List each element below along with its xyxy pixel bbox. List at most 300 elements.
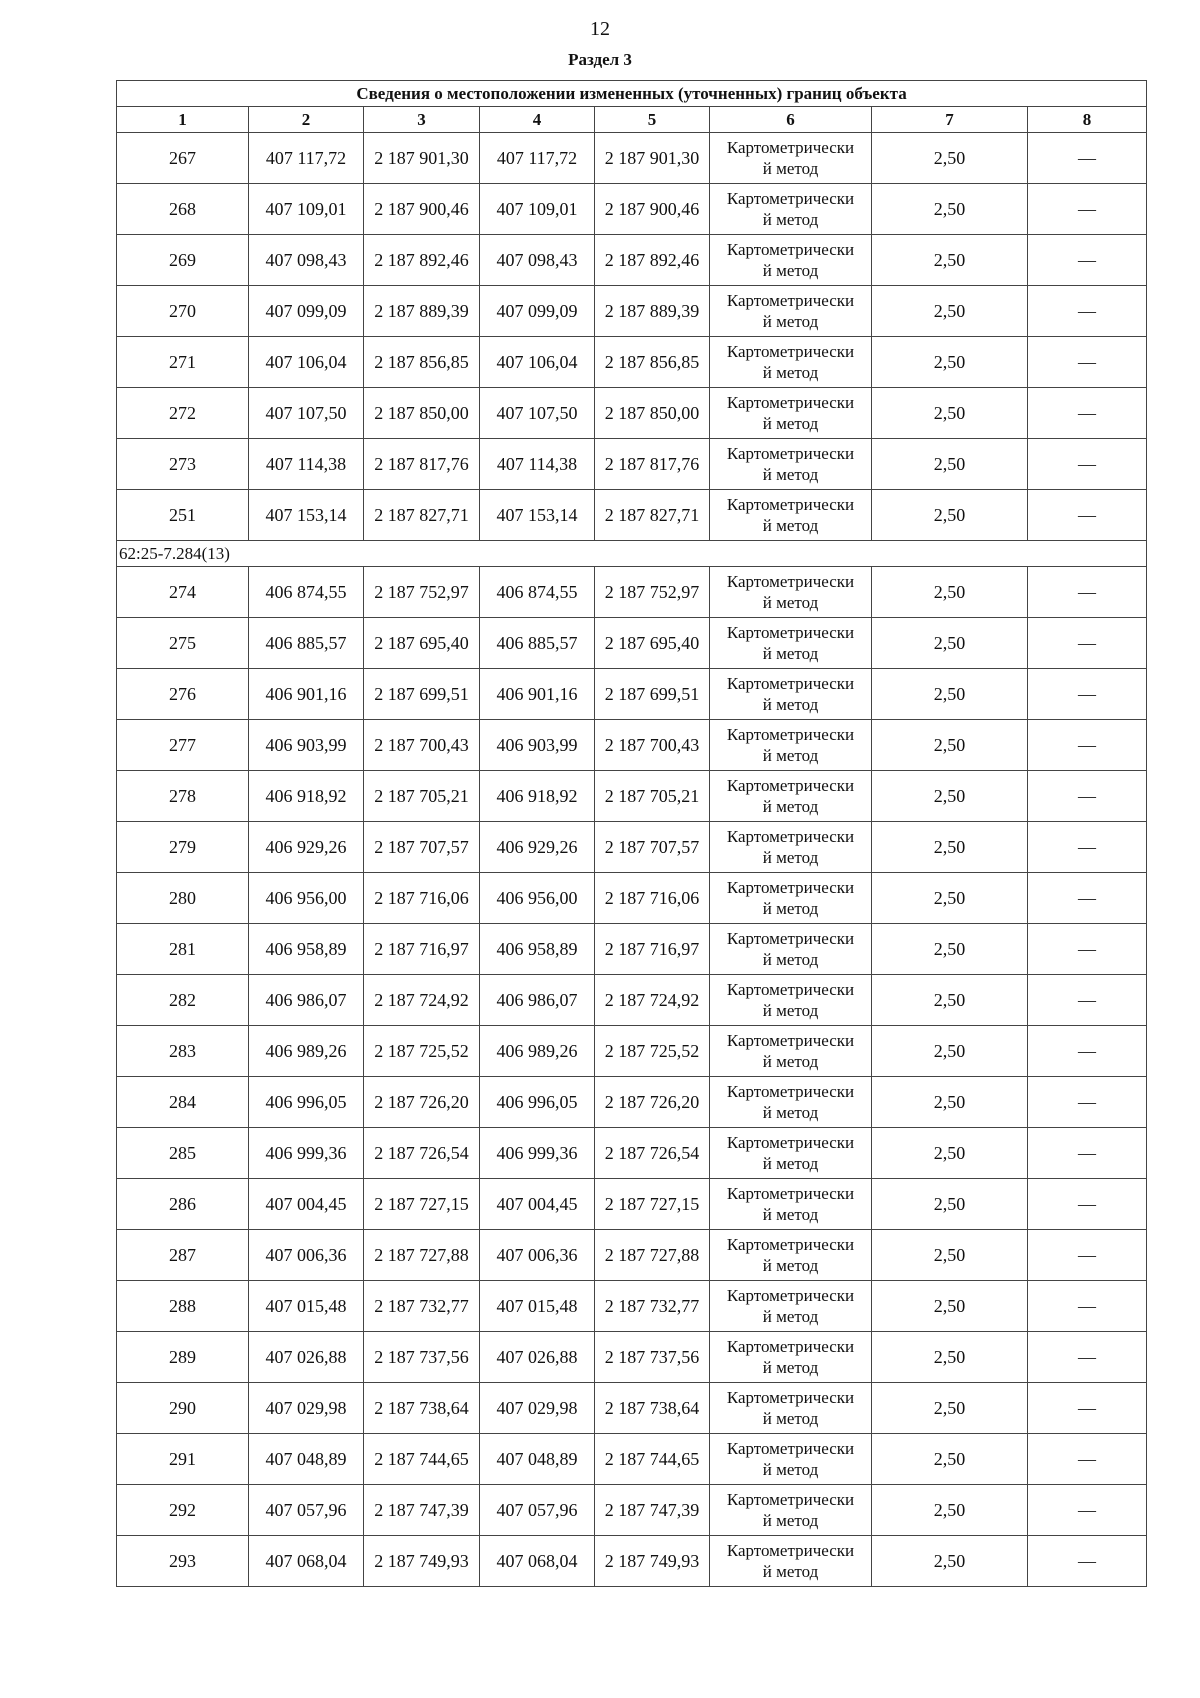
method-line-1: Картометрически [726, 1235, 855, 1254]
y-existing: 2 187 817,76 [364, 439, 480, 490]
point-number: 292 [117, 1485, 249, 1536]
description: — [1028, 439, 1147, 490]
accuracy: 2,50 [872, 720, 1028, 771]
method-line-1: Картометрически [726, 189, 855, 208]
method-cell [710, 286, 872, 337]
table-row [117, 286, 1147, 337]
x-new: 407 106,04 [480, 337, 595, 388]
point-number: 275 [117, 618, 249, 669]
point-number: 278 [117, 771, 249, 822]
description: — [1028, 873, 1147, 924]
description: — [1028, 924, 1147, 975]
x-new: 406 885,57 [480, 618, 595, 669]
boundary-coordinates-table [116, 80, 1147, 1587]
x-existing: 407 107,50 [249, 388, 364, 439]
method-line-2: й метод [762, 210, 819, 229]
column-number-1: 1 [117, 107, 249, 133]
accuracy: 2,50 [872, 337, 1028, 388]
table-row [117, 337, 1147, 388]
x-new: 406 996,05 [480, 1077, 595, 1128]
x-new: 406 929,26 [480, 822, 595, 873]
method-cell [710, 235, 872, 286]
description: — [1028, 669, 1147, 720]
accuracy: 2,50 [872, 1179, 1028, 1230]
y-existing: 2 187 827,71 [364, 490, 480, 541]
method-line-1: Картометрически [726, 1439, 855, 1458]
description: — [1028, 337, 1147, 388]
method-line-2: й метод [762, 414, 819, 433]
column-number-4: 4 [480, 107, 595, 133]
x-new: 407 026,88 [480, 1332, 595, 1383]
method-line-1: Картометрически [726, 1133, 855, 1152]
description: — [1028, 1230, 1147, 1281]
method-line-1: Картометрически [726, 393, 855, 412]
point-number: 286 [117, 1179, 249, 1230]
x-existing: 406 929,26 [249, 822, 364, 873]
method-cell [710, 669, 872, 720]
table-row [117, 1077, 1147, 1128]
y-existing: 2 187 901,30 [364, 133, 480, 184]
x-existing: 407 153,14 [249, 490, 364, 541]
point-number: 270 [117, 286, 249, 337]
method-line-1: Картометрически [726, 1490, 855, 1509]
y-existing: 2 187 724,92 [364, 975, 480, 1026]
table-row [117, 1026, 1147, 1077]
x-new: 406 874,55 [480, 567, 595, 618]
y-new: 2 187 716,06 [595, 873, 710, 924]
table-row [117, 1128, 1147, 1179]
x-existing: 407 004,45 [249, 1179, 364, 1230]
parcel-number-label: 62:25-7.284(13) [117, 541, 1147, 567]
y-new: 2 187 732,77 [595, 1281, 710, 1332]
y-new: 2 187 705,21 [595, 771, 710, 822]
method-line-2: й метод [762, 848, 819, 867]
point-number: 287 [117, 1230, 249, 1281]
table-row [117, 720, 1147, 771]
y-existing: 2 187 889,39 [364, 286, 480, 337]
y-new: 2 187 725,52 [595, 1026, 710, 1077]
table-row [117, 133, 1147, 184]
point-number: 290 [117, 1383, 249, 1434]
table-caption-row [117, 81, 1147, 107]
method-line-1: Картометрически [726, 342, 855, 361]
x-new: 406 999,36 [480, 1128, 595, 1179]
accuracy: 2,50 [872, 873, 1028, 924]
method-cell [710, 337, 872, 388]
x-new: 406 903,99 [480, 720, 595, 771]
accuracy: 2,50 [872, 388, 1028, 439]
method-cell [710, 439, 872, 490]
x-new: 407 098,43 [480, 235, 595, 286]
y-existing: 2 187 900,46 [364, 184, 480, 235]
x-new: 407 114,38 [480, 439, 595, 490]
method-cell [710, 1179, 872, 1230]
x-new: 406 986,07 [480, 975, 595, 1026]
method-cell [710, 975, 872, 1026]
table-row [117, 235, 1147, 286]
method-line-2: й метод [762, 1511, 819, 1530]
method-line-1: Картометрически [726, 1337, 855, 1356]
column-number-2: 2 [249, 107, 364, 133]
method-line-2: й метод [762, 797, 819, 816]
x-existing: 406 918,92 [249, 771, 364, 822]
column-number-6: 6 [710, 107, 872, 133]
method-cell [710, 1332, 872, 1383]
y-new: 2 187 752,97 [595, 567, 710, 618]
method-line-2: й метод [762, 1256, 819, 1275]
method-line-2: й метод [762, 593, 819, 612]
x-new: 407 006,36 [480, 1230, 595, 1281]
table-row [117, 1485, 1147, 1536]
x-existing: 407 048,89 [249, 1434, 364, 1485]
method-line-1: Картометрически [726, 495, 855, 514]
table-row [117, 567, 1147, 618]
accuracy: 2,50 [872, 924, 1028, 975]
description: — [1028, 235, 1147, 286]
x-existing: 407 006,36 [249, 1230, 364, 1281]
table-row [117, 388, 1147, 439]
point-number: 280 [117, 873, 249, 924]
method-line-2: й метод [762, 465, 819, 484]
accuracy: 2,50 [872, 1077, 1028, 1128]
description: — [1028, 618, 1147, 669]
table-row [117, 618, 1147, 669]
y-existing: 2 187 737,56 [364, 1332, 480, 1383]
table-row [117, 1281, 1147, 1332]
point-number: 268 [117, 184, 249, 235]
description: — [1028, 1434, 1147, 1485]
accuracy: 2,50 [872, 822, 1028, 873]
x-new: 406 956,00 [480, 873, 595, 924]
accuracy: 2,50 [872, 184, 1028, 235]
y-existing: 2 187 699,51 [364, 669, 480, 720]
parcel-group-row [117, 541, 1147, 567]
accuracy: 2,50 [872, 1128, 1028, 1179]
point-number: 293 [117, 1536, 249, 1587]
description: — [1028, 975, 1147, 1026]
method-cell [710, 133, 872, 184]
x-new: 406 901,16 [480, 669, 595, 720]
x-existing: 406 958,89 [249, 924, 364, 975]
y-existing: 2 187 749,93 [364, 1536, 480, 1587]
y-new: 2 187 827,71 [595, 490, 710, 541]
table-row [117, 1332, 1147, 1383]
method-cell [710, 1026, 872, 1077]
method-line-1: Картометрически [726, 980, 855, 999]
accuracy: 2,50 [872, 1332, 1028, 1383]
y-existing: 2 187 726,54 [364, 1128, 480, 1179]
method-line-1: Картометрически [726, 572, 855, 591]
table-row [117, 771, 1147, 822]
y-existing: 2 187 725,52 [364, 1026, 480, 1077]
method-line-2: й метод [762, 1103, 819, 1122]
point-number: 272 [117, 388, 249, 439]
method-cell [710, 388, 872, 439]
x-existing: 407 068,04 [249, 1536, 364, 1587]
y-new: 2 187 901,30 [595, 133, 710, 184]
point-number: 281 [117, 924, 249, 975]
y-new: 2 187 727,15 [595, 1179, 710, 1230]
section-title: Раздел 3 [568, 50, 632, 69]
y-new: 2 187 727,88 [595, 1230, 710, 1281]
point-number: 291 [117, 1434, 249, 1485]
y-existing: 2 187 727,15 [364, 1179, 480, 1230]
x-existing: 406 885,57 [249, 618, 364, 669]
y-new: 2 187 744,65 [595, 1434, 710, 1485]
method-line-1: Картометрически [726, 1388, 855, 1407]
x-existing: 407 057,96 [249, 1485, 364, 1536]
column-number-8: 8 [1028, 107, 1147, 133]
y-existing: 2 187 707,57 [364, 822, 480, 873]
description: — [1028, 771, 1147, 822]
table-row [117, 873, 1147, 924]
column-numbers-row [117, 107, 1147, 133]
accuracy: 2,50 [872, 975, 1028, 1026]
accuracy: 2,50 [872, 286, 1028, 337]
point-number: 274 [117, 567, 249, 618]
y-new: 2 187 749,93 [595, 1536, 710, 1587]
accuracy: 2,50 [872, 439, 1028, 490]
accuracy: 2,50 [872, 490, 1028, 541]
y-new: 2 187 889,39 [595, 286, 710, 337]
x-new: 407 068,04 [480, 1536, 595, 1587]
y-new: 2 187 716,97 [595, 924, 710, 975]
method-cell [710, 184, 872, 235]
x-new: 406 958,89 [480, 924, 595, 975]
y-existing: 2 187 744,65 [364, 1434, 480, 1485]
accuracy: 2,50 [872, 1026, 1028, 1077]
y-new: 2 187 726,54 [595, 1128, 710, 1179]
method-cell [710, 1536, 872, 1587]
method-line-1: Картометрически [726, 827, 855, 846]
description: — [1028, 1536, 1147, 1587]
description: — [1028, 1128, 1147, 1179]
method-cell [710, 873, 872, 924]
x-existing: 406 901,16 [249, 669, 364, 720]
y-existing: 2 187 752,97 [364, 567, 480, 618]
y-new: 2 187 695,40 [595, 618, 710, 669]
method-line-1: Картометрически [726, 776, 855, 795]
x-existing: 406 986,07 [249, 975, 364, 1026]
accuracy: 2,50 [872, 567, 1028, 618]
description: — [1028, 720, 1147, 771]
y-new: 2 187 747,39 [595, 1485, 710, 1536]
x-existing: 407 029,98 [249, 1383, 364, 1434]
description: — [1028, 1383, 1147, 1434]
point-number: 284 [117, 1077, 249, 1128]
method-line-2: й метод [762, 1052, 819, 1071]
x-existing: 407 109,01 [249, 184, 364, 235]
description: — [1028, 286, 1147, 337]
table-row [117, 924, 1147, 975]
method-line-1: Картометрически [726, 240, 855, 259]
page-number: 12 [590, 18, 610, 40]
method-cell [710, 1485, 872, 1536]
x-new: 407 004,45 [480, 1179, 595, 1230]
table-row [117, 975, 1147, 1026]
description: — [1028, 184, 1147, 235]
x-existing: 407 015,48 [249, 1281, 364, 1332]
y-new: 2 187 856,85 [595, 337, 710, 388]
x-new: 407 048,89 [480, 1434, 595, 1485]
table-row [117, 490, 1147, 541]
y-existing: 2 187 732,77 [364, 1281, 480, 1332]
y-existing: 2 187 726,20 [364, 1077, 480, 1128]
method-cell [710, 1383, 872, 1434]
y-new: 2 187 699,51 [595, 669, 710, 720]
method-line-2: й метод [762, 1358, 819, 1377]
table-row [117, 822, 1147, 873]
y-existing: 2 187 856,85 [364, 337, 480, 388]
table-row [117, 184, 1147, 235]
method-line-2: й метод [762, 1460, 819, 1479]
description: — [1028, 1077, 1147, 1128]
x-new: 407 029,98 [480, 1383, 595, 1434]
x-existing: 407 117,72 [249, 133, 364, 184]
x-new: 407 109,01 [480, 184, 595, 235]
x-existing: 406 996,05 [249, 1077, 364, 1128]
method-line-2: й метод [762, 1307, 819, 1326]
point-number: 289 [117, 1332, 249, 1383]
x-new: 407 107,50 [480, 388, 595, 439]
x-existing: 406 874,55 [249, 567, 364, 618]
description: — [1028, 567, 1147, 618]
column-number-5: 5 [595, 107, 710, 133]
y-existing: 2 187 716,97 [364, 924, 480, 975]
point-number: 267 [117, 133, 249, 184]
x-existing: 407 099,09 [249, 286, 364, 337]
x-new: 406 989,26 [480, 1026, 595, 1077]
table-caption: Сведения о местоположении измененных (уточненных) границ объекта [117, 81, 1147, 107]
table-row [117, 669, 1147, 720]
point-number: 282 [117, 975, 249, 1026]
point-number: 279 [117, 822, 249, 873]
description: — [1028, 1026, 1147, 1077]
y-existing: 2 187 850,00 [364, 388, 480, 439]
y-existing: 2 187 727,88 [364, 1230, 480, 1281]
method-cell [710, 618, 872, 669]
y-existing: 2 187 700,43 [364, 720, 480, 771]
y-new: 2 187 892,46 [595, 235, 710, 286]
method-line-2: й метод [762, 363, 819, 382]
column-number-7: 7 [872, 107, 1028, 133]
x-existing: 407 106,04 [249, 337, 364, 388]
y-new: 2 187 707,57 [595, 822, 710, 873]
table-body [117, 81, 1147, 1587]
method-line-1: Картометрически [726, 1031, 855, 1050]
method-cell [710, 1434, 872, 1485]
x-new: 407 117,72 [480, 133, 595, 184]
method-line-1: Картометрически [726, 138, 855, 157]
method-line-1: Картометрически [726, 623, 855, 642]
description: — [1028, 1485, 1147, 1536]
method-line-2: й метод [762, 159, 819, 178]
accuracy: 2,50 [872, 1230, 1028, 1281]
y-existing: 2 187 705,21 [364, 771, 480, 822]
table-row [117, 1434, 1147, 1485]
method-line-2: й метод [762, 1154, 819, 1173]
x-existing: 406 956,00 [249, 873, 364, 924]
accuracy: 2,50 [872, 1536, 1028, 1587]
method-line-2: й метод [762, 516, 819, 535]
y-new: 2 187 726,20 [595, 1077, 710, 1128]
method-cell [710, 1230, 872, 1281]
method-line-1: Картометрически [726, 878, 855, 897]
method-line-1: Картометрически [726, 444, 855, 463]
point-number: 276 [117, 669, 249, 720]
y-new: 2 187 738,64 [595, 1383, 710, 1434]
description: — [1028, 1179, 1147, 1230]
y-existing: 2 187 747,39 [364, 1485, 480, 1536]
accuracy: 2,50 [872, 1383, 1028, 1434]
method-line-2: й метод [762, 899, 819, 918]
method-line-2: й метод [762, 1562, 819, 1581]
method-line-1: Картометрически [726, 1184, 855, 1203]
y-new: 2 187 817,76 [595, 439, 710, 490]
method-cell [710, 924, 872, 975]
method-line-2: й метод [762, 1409, 819, 1428]
method-line-1: Картометрически [726, 1541, 855, 1560]
x-existing: 407 026,88 [249, 1332, 364, 1383]
method-cell [710, 771, 872, 822]
method-cell [710, 1128, 872, 1179]
y-existing: 2 187 716,06 [364, 873, 480, 924]
x-new: 407 153,14 [480, 490, 595, 541]
method-line-2: й метод [762, 312, 819, 331]
accuracy: 2,50 [872, 133, 1028, 184]
accuracy: 2,50 [872, 771, 1028, 822]
y-new: 2 187 900,46 [595, 184, 710, 235]
x-existing: 407 098,43 [249, 235, 364, 286]
method-line-2: й метод [762, 1001, 819, 1020]
point-number: 283 [117, 1026, 249, 1077]
accuracy: 2,50 [872, 1485, 1028, 1536]
method-line-1: Картометрически [726, 291, 855, 310]
table-row [117, 1179, 1147, 1230]
method-cell [710, 720, 872, 771]
x-new: 407 099,09 [480, 286, 595, 337]
description: — [1028, 822, 1147, 873]
y-existing: 2 187 695,40 [364, 618, 480, 669]
method-line-2: й метод [762, 746, 819, 765]
description: — [1028, 1281, 1147, 1332]
method-line-2: й метод [762, 261, 819, 280]
accuracy: 2,50 [872, 1281, 1028, 1332]
method-line-2: й метод [762, 695, 819, 714]
method-line-2: й метод [762, 644, 819, 663]
method-cell [710, 1281, 872, 1332]
y-new: 2 187 737,56 [595, 1332, 710, 1383]
point-number: 269 [117, 235, 249, 286]
y-existing: 2 187 892,46 [364, 235, 480, 286]
point-number: 251 [117, 490, 249, 541]
method-cell [710, 822, 872, 873]
description: — [1028, 490, 1147, 541]
y-new: 2 187 724,92 [595, 975, 710, 1026]
y-new: 2 187 700,43 [595, 720, 710, 771]
x-existing: 406 903,99 [249, 720, 364, 771]
x-existing: 406 989,26 [249, 1026, 364, 1077]
method-cell [710, 567, 872, 618]
accuracy: 2,50 [872, 1434, 1028, 1485]
point-number: 277 [117, 720, 249, 771]
method-line-2: й метод [762, 1205, 819, 1224]
table-row [117, 1383, 1147, 1434]
description: — [1028, 1332, 1147, 1383]
accuracy: 2,50 [872, 618, 1028, 669]
point-number: 285 [117, 1128, 249, 1179]
point-number: 288 [117, 1281, 249, 1332]
